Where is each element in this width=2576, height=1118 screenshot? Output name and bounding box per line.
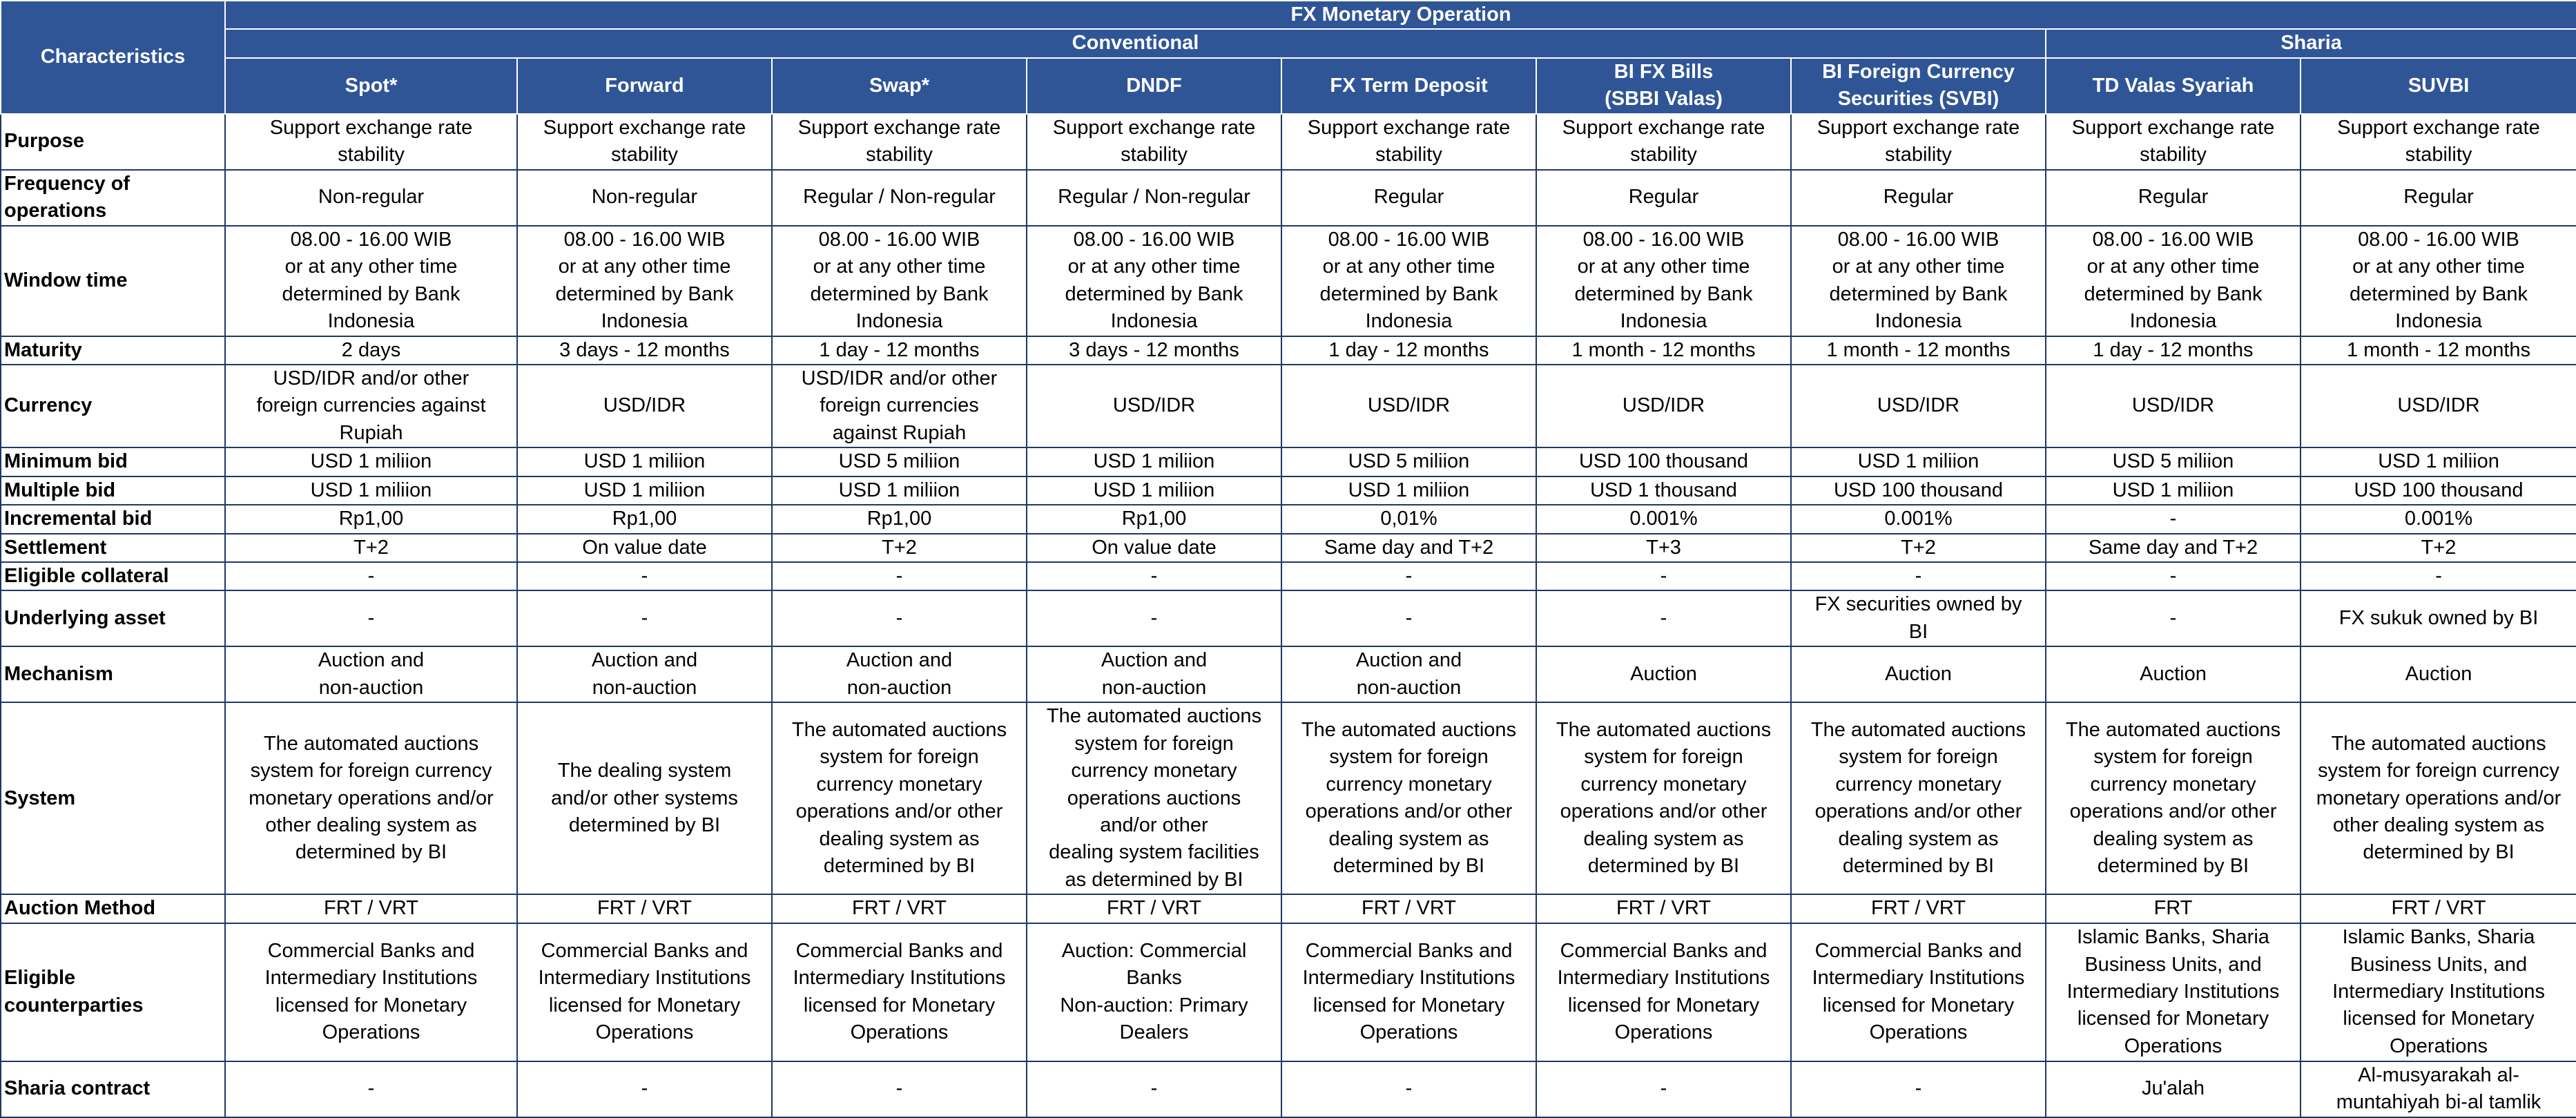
row-label: Incremental bid [1,505,225,533]
row-label: Multiple bid [1,476,225,505]
table-cell: - [1281,590,1536,646]
table-cell: USD/IDR [1536,365,1791,447]
table-cell: Auction and non-auction [772,646,1027,702]
table-cell: Regular / Non-regular [772,170,1027,226]
table-cell: Commercial Banks and Intermediary Institutions licensed for Monetary Operations [225,923,517,1061]
table-cell: Same day and T+2 [1281,534,1536,562]
table-cell: The automated auctions system for foreign currency monetary operations and/or other dealing system as determined by BI [2301,702,2576,894]
table-cell: Commercial Banks and Intermediary Institutions licensed for Monetary Operations [1536,923,1791,1061]
column-header-spot: Spot* [225,58,517,114]
table-cell: - [517,562,772,590]
table-cell: 1 month - 12 months [1791,336,2046,365]
table-cell: 08.00 - 16.00 WIB or at any other time determined by Bank Indonesia [1791,226,2046,336]
table-cell: Auction [1791,646,2046,702]
table-cell: FRT [2046,894,2301,923]
table-cell: USD 1 miliion [1027,476,1281,505]
table-cell: - [517,1061,772,1117]
table-row-window-time [1,226,2576,336]
table-cell: USD 1 miliion [225,447,517,476]
table-row-purpose [1,114,2576,170]
table-cell: 08.00 - 16.00 WIB or at any other time determined by Bank Indonesia [2301,226,2576,336]
table-cell: The automated auctions system for foreign currency monetary operations and/or other dealing system as determined by BI [772,702,1027,894]
group-header-conventional: Conventional [225,29,2046,57]
table-cell: The automated auctions system for foreign currency monetary operations and/or other dealing system as determined by BI [1791,702,2046,894]
table-cell: - [225,590,517,646]
table-cell: FRT / VRT [1027,894,1281,923]
table-cell: - [1536,562,1791,590]
row-label: Auction Method [1,894,225,923]
table-cell: USD/IDR [517,365,772,447]
row-label: Eligible collateral [1,562,225,590]
table-cell: - [225,562,517,590]
table-cell: 1 day - 12 months [772,336,1027,365]
table-cell: Commercial Banks and Intermediary Institutions licensed for Monetary Operations [1281,923,1536,1061]
table-cell: Same day and T+2 [2046,534,2301,562]
table-cell: USD/IDR [1027,365,1281,447]
row-label: Eligible counterparties [1,923,225,1061]
row-label: Sharia contract [1,1061,225,1117]
table-cell: 0,01% [1281,505,1536,533]
table-cell: USD 5 miliion [772,447,1027,476]
table-body [1,114,2576,1117]
table-cell: On value date [1027,534,1281,562]
table-cell: Auction [1536,646,1791,702]
table-cell: Al-musyarakah al- muntahiyah bi-al tamlik [2301,1061,2576,1117]
table-cell: 0.001% [1536,505,1791,533]
table-cell: 0.001% [2301,505,2576,533]
table-cell: 1 day - 12 months [2046,336,2301,365]
table-cell: The automated auctions system for foreign currency monetary operations and/or other dealing system as determined by BI [1536,702,1791,894]
table-cell: FX sukuk owned by BI [2301,590,2576,646]
table-title: FX Monetary Operation [225,1,2576,29]
table-cell: - [1281,1061,1536,1117]
table-cell: FX securities owned by BI [1791,590,2046,646]
table-cell: The automated auctions system for foreign currency monetary operations and/or other dealing system as determined by BI [225,702,517,894]
table-cell: USD 1 miliion [2046,476,2301,505]
table-row-system [1,702,2576,894]
row-label: Currency [1,365,225,447]
table-cell: - [772,562,1027,590]
column-header-suvbi: SUVBI [2301,58,2576,114]
table-cell: Support exchange rate stability [517,114,772,170]
table-cell: Support exchange rate stability [2046,114,2301,170]
table-cell: USD 100 thousand [1536,447,1791,476]
table-cell: - [2046,562,2301,590]
table-cell: USD/IDR [1791,365,2046,447]
table-row-settlement [1,534,2576,562]
table-cell: Rp1,00 [772,505,1027,533]
table-cell: - [1027,590,1281,646]
table-cell: - [2046,590,2301,646]
table-cell: Non-regular [225,170,517,226]
table-cell: FRT / VRT [517,894,772,923]
table-cell: USD 1 miliion [1027,447,1281,476]
table-cell: 3 days - 12 months [1027,336,1281,365]
table-cell: - [1027,562,1281,590]
table-row-sharia-contract [1,1061,2576,1117]
table-cell: USD 1 miliion [1281,476,1536,505]
table-cell: USD/IDR and/or other foreign currencies against Rupiah [772,365,1027,447]
table-cell: USD 5 miliion [2046,447,2301,476]
column-header-sbbi-valas: BI FX Bills (SBBI Valas) [1536,58,1791,114]
group-header-sharia: Sharia [2046,29,2576,57]
table-cell: Rp1,00 [1027,505,1281,533]
table-cell: 1 month - 12 months [2301,336,2576,365]
table-cell: - [1027,1061,1281,1117]
table-cell: USD 5 miliion [1281,447,1536,476]
column-header-dndf: DNDF [1027,58,1281,114]
table-row-underlying-asset [1,590,2576,646]
table-cell: 3 days - 12 months [517,336,772,365]
table-cell: USD/IDR [1281,365,1536,447]
table-cell: - [2301,562,2576,590]
table-cell: USD 1 miliion [2301,447,2576,476]
table-cell: Auction [2046,646,2301,702]
table-cell: Auction and non-auction [225,646,517,702]
table-cell: T+2 [772,534,1027,562]
table-cell: USD 100 thousand [1791,476,2046,505]
table-cell: 1 day - 12 months [1281,336,1536,365]
table-row-eligible-counterparties [1,923,2576,1061]
table-cell: USD/IDR and/or other foreign currencies against Rupiah [225,365,517,447]
table-cell: Rp1,00 [517,505,772,533]
table-cell: USD 1 miliion [517,476,772,505]
table-cell: Regular [2301,170,2576,226]
table-cell: Support exchange rate stability [1027,114,1281,170]
table-cell: FRT / VRT [772,894,1027,923]
table-cell: On value date [517,534,772,562]
table-cell: 0.001% [1791,505,2046,533]
table-cell: Auction: Commercial Banks Non-auction: Primary Dealers [1027,923,1281,1061]
table-cell: The automated auctions system for foreign currency monetary operations auctions and/or other dealing system facilities as determined by BI [1027,702,1281,894]
table-cell: Auction and non-auction [1027,646,1281,702]
table-cell: - [772,1061,1027,1117]
table-cell: 08.00 - 16.00 WIB or at any other time determined by Bank Indonesia [225,226,517,336]
row-label: Minimum bid [1,447,225,476]
table-cell: 08.00 - 16.00 WIB or at any other time determined by Bank Indonesia [1281,226,1536,336]
table-cell: Auction and non-auction [517,646,772,702]
table-row-eligible-collateral [1,562,2576,590]
column-header-td-valas-syariah: TD Valas Syariah [2046,58,2301,114]
table-cell: - [2046,505,2301,533]
row-label: Frequency of operations [1,170,225,226]
table-cell: Regular [1791,170,2046,226]
row-label: Mechanism [1,646,225,702]
table-cell: USD 100 thousand [2301,476,2576,505]
table-cell: FRT / VRT [2301,894,2576,923]
table-cell: USD/IDR [2046,365,2301,447]
table-cell: The automated auctions system for foreign currency monetary operations and/or other dealing system as determined by BI [2046,702,2301,894]
column-header-fx-term-deposit: FX Term Deposit [1281,58,1536,114]
row-label: Purpose [1,114,225,170]
table-cell: - [1791,562,2046,590]
table-cell: Regular [2046,170,2301,226]
table-cell: Commercial Banks and Intermediary Institutions licensed for Monetary Operations [1791,923,2046,1061]
table-cell: - [1791,1061,2046,1117]
table-cell: - [772,590,1027,646]
table-cell: Commercial Banks and Intermediary Institutions licensed for Monetary Operations [517,923,772,1061]
table-cell: Rp1,00 [225,505,517,533]
table-row-mechanism [1,646,2576,702]
table-cell: Regular [1536,170,1791,226]
table-cell: The dealing system and/or other systems determined by BI [517,702,772,894]
table-cell: Auction and non-auction [1281,646,1536,702]
table-cell: USD 1 miliion [517,447,772,476]
table-row-currency [1,365,2576,447]
table-row-incremental-bid [1,505,2576,533]
table-cell: - [225,1061,517,1117]
table-cell: FRT / VRT [1536,894,1791,923]
table-cell: 08.00 - 16.00 WIB or at any other time determined by Bank Indonesia [517,226,772,336]
table-cell: Support exchange rate stability [1281,114,1536,170]
table-cell: - [1536,590,1791,646]
table-cell: Regular / Non-regular [1027,170,1281,226]
table-cell: - [1536,1061,1791,1117]
table-cell: Regular [1281,170,1536,226]
table-row-multiple-bid [1,476,2576,505]
table-cell: - [517,590,772,646]
column-header-forward: Forward [517,58,772,114]
table-cell: FRT / VRT [1281,894,1536,923]
table-cell: USD 1 miliion [772,476,1027,505]
table-cell: Ju'alah [2046,1061,2301,1117]
table-cell: Islamic Banks, Sharia Business Units, and Intermediary Institutions licensed for Monetary Operations [2301,923,2576,1061]
table-row-frequency [1,170,2576,226]
table-cell: 08.00 - 16.00 WIB or at any other time determined by Bank Indonesia [772,226,1027,336]
table-cell: USD 1 miliion [225,476,517,505]
column-header-svbi: BI Foreign Currency Securities (SVBI) [1791,58,2046,114]
table-row-minimum-bid [1,447,2576,476]
table-cell: Islamic Banks, Sharia Business Units, and Intermediary Institutions licensed for Monetary Operations [2046,923,2301,1061]
table-cell: Support exchange rate stability [225,114,517,170]
table-cell: - [1281,562,1536,590]
table-cell: Non-regular [517,170,772,226]
table-cell: Support exchange rate stability [1536,114,1791,170]
table-cell: 2 days [225,336,517,365]
table-cell: 1 month - 12 months [1536,336,1791,365]
table-cell: Support exchange rate stability [772,114,1027,170]
table-cell: USD/IDR [2301,365,2576,447]
table-cell: Auction [2301,646,2576,702]
table-row-maturity [1,336,2576,365]
table-cell: FRT / VRT [1791,894,2046,923]
characteristics-header: Characteristics [1,1,225,114]
table-cell: USD 1 miliion [1791,447,2046,476]
table-cell: 08.00 - 16.00 WIB or at any other time determined by Bank Indonesia [2046,226,2301,336]
table-cell: Support exchange rate stability [1791,114,2046,170]
table-cell: T+3 [1536,534,1791,562]
row-label: System [1,702,225,894]
table-cell: T+2 [225,534,517,562]
table-cell: 08.00 - 16.00 WIB or at any other time determined by Bank Indonesia [1536,226,1791,336]
table-cell: USD 1 thousand [1536,476,1791,505]
table-cell: T+2 [1791,534,2046,562]
table-cell: T+2 [2301,534,2576,562]
row-label: Maturity [1,336,225,365]
row-label: Window time [1,226,225,336]
table-cell: Commercial Banks and Intermediary Institutions licensed for Monetary Operations [772,923,1027,1061]
row-label: Settlement [1,534,225,562]
column-header-swap: Swap* [772,58,1027,114]
table-cell: The automated auctions system for foreign currency monetary operations and/or other dealing system as determined by BI [1281,702,1536,894]
table-cell: Support exchange rate stability [2301,114,2576,170]
table-cell: 08.00 - 16.00 WIB or at any other time determined by Bank Indonesia [1027,226,1281,336]
row-label: Underlying asset [1,590,225,646]
table-row-auction-method [1,894,2576,923]
table-cell: FRT / VRT [225,894,517,923]
